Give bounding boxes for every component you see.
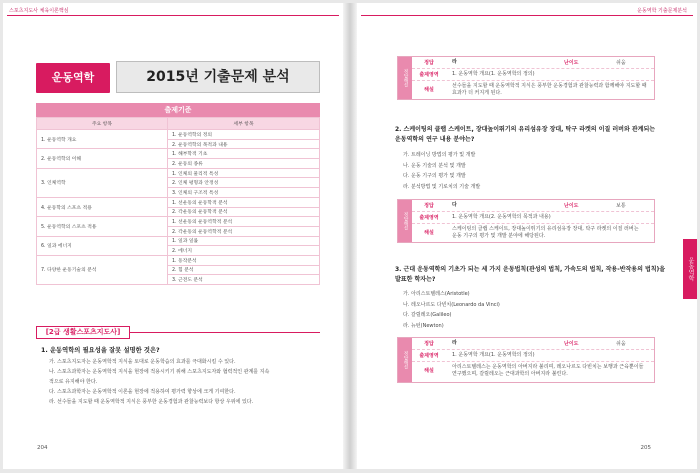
page-number-left: 204 [37, 445, 48, 451]
separator [412, 223, 654, 224]
table-row [37, 168, 320, 178]
difficulty-value: 쉬움 [616, 60, 626, 66]
table-row [37, 236, 320, 246]
choice: 다. 운동 기구의 평가 및 개발 [403, 173, 466, 179]
sub-item-cell: 2. 운동의 종류 [168, 159, 320, 169]
difficulty-value: 보통 [616, 203, 626, 209]
answer-label: 정답 [424, 341, 434, 347]
main-item-cell: 2. 운동역학의 이해 [37, 149, 168, 168]
question-1: 1. 운동역학의 필요성을 잘못 설명한 것은? [41, 347, 160, 354]
sub-item-cell: 3. 근전도 분석 [168, 275, 320, 285]
source-value: 1. 운동역학 개요(1. 운동역학의 정의) [452, 352, 535, 358]
question-2-line: 2. 스케이팅의 클랩 스케이트, 장대높이뛰기의 유리섬유장 장대, 탁구 라켓의 이질 러버와 관계되는 [395, 126, 656, 133]
main-item-cell: 1. 운동역학 개요 [37, 130, 168, 149]
section-label: [2급 생활스포츠지도사] [36, 326, 130, 339]
chapter-tag: 운동역학 [36, 63, 110, 93]
table-row [37, 217, 320, 227]
chapter-side-tab[interactable]: 운동역학 [683, 239, 697, 299]
difficulty-value: 쉬움 [616, 341, 626, 347]
explain-line: 스케이팅의 클랩 스케이트, 장대높이뛰기의 유리섬유장 장대, 탁구 라켓의 이질 러버는 [452, 226, 639, 232]
source-value: 1. 운동역학 개요(1. 운동역학의 정의) [452, 71, 535, 77]
table-row [37, 130, 320, 140]
explain-text [452, 83, 650, 97]
choice: 라. 선수들을 지도할 때 운동역학적 지식은 풍부한 운동경험과 관찰능력보다 항상 우위에 있다. [49, 399, 254, 405]
answer-label: 정답 [424, 60, 434, 66]
explain-text [452, 364, 650, 378]
answer-box-2 [397, 199, 655, 243]
explain-label: 해설 [424, 368, 434, 374]
choice: 다. 갈릴레오(Galileo) [403, 312, 452, 318]
exam-criteria-table [36, 103, 320, 285]
source-value: 1. 운동역학 개요(2. 운동역학의 목적과 내용) [452, 214, 551, 220]
difficulty-label: 난이도 [564, 203, 579, 209]
choice: 가. 스포츠지도자는 운동역학적 지식을 토대로 운동학습의 효과를 극대화시킬 수 있다. [49, 359, 236, 365]
choice: 나. 운동 기술의 분석 및 개발 [403, 162, 466, 169]
question-2-choices [403, 150, 663, 192]
separator [412, 211, 654, 212]
difficulty-label: 난이도 [564, 60, 579, 66]
sub-item-cell: 2. 인체 평형과 안정성 [168, 178, 320, 188]
sub-item-cell: 1. 일과 일률 [168, 236, 320, 246]
question-2 [395, 125, 675, 145]
difficulty-label: 난이도 [564, 341, 579, 347]
sub-item-cell: 1. 선운동의 운동역학적 분석 [168, 217, 320, 227]
answer-side-label: 정답해설 [398, 200, 412, 242]
choice: 라. 분석방법 및 기로치의 기술 개발 [403, 183, 481, 190]
left-page [3, 3, 343, 469]
answer-label: 정답 [424, 203, 434, 209]
sub-item-cell: 1. 선운동의 운동학적 분석 [168, 197, 320, 207]
sub-item-cell: 3. 인체의 구조적 특성 [168, 188, 320, 198]
question-2-line: 운동역학의 연구 내용 분야는? [395, 136, 475, 143]
answer-side-label: 정답해설 [398, 338, 412, 382]
explain-line: 운동 기구의 평가 및 개발 분야에 해당된다. [452, 233, 546, 239]
explain-line: 선수들을 지도할 때 운동역학적 지식은 풍부한 운동경험과 관찰능력과 함께해야 지도할 때 [452, 83, 647, 89]
answer-side-label: 정답해설 [398, 57, 412, 99]
page-number-right: 205 [640, 445, 651, 451]
criteria-grid [36, 117, 320, 285]
sub-item-cell: 1. 운동역학의 정의 [168, 130, 320, 140]
sub-item-cell: 1. 동작분석 [168, 255, 320, 265]
source-label: 출제영역 [419, 72, 439, 78]
main-item-cell: 5. 운동역학의 스포츠 적용 [37, 217, 168, 236]
separator [412, 349, 654, 350]
separator [412, 68, 654, 69]
question-3-line: 3. 근대 운동역학의 기초가 되는 세 가지 운동법칙(관성의 법칙, 가속도의 법칙, 작용-반작용의 법칙)을 [395, 266, 666, 273]
choice: 가. 아리스토텔레스(Aristotle) [403, 291, 470, 297]
section-rule [129, 332, 320, 333]
chapter-title-banner [36, 61, 320, 94]
sub-item-cell: 1. 인체의 물리적 특성 [168, 168, 320, 178]
explain-label: 해설 [424, 230, 434, 236]
sub-item-cell: 2. 힘 분석 [168, 265, 320, 275]
explain-text [452, 226, 650, 240]
source-label: 출제영역 [419, 353, 439, 359]
choice: 라. 뉴턴(Newton) [403, 322, 444, 329]
separator [412, 80, 654, 81]
table-row [37, 255, 320, 265]
explain-line: 아리스토텔레스는 운동역학의 아버지라 불리며, 레오나르도 다빈치는 보행과 근육뿐이들 [452, 364, 644, 370]
main-item-cell: 4. 운동학의 스포츠 적용 [37, 197, 168, 216]
question-3 [395, 265, 675, 285]
source-label: 출제영역 [419, 215, 439, 221]
main-item-cell: 3. 인체역학 [37, 168, 168, 197]
main-item-cell: 7. 다양한 운동기술의 분석 [37, 255, 168, 284]
answer-box-3 [397, 337, 655, 383]
chapter-title: 2015년 기출문제 분석 [116, 61, 320, 93]
question-3-line: 발표한 학자는? [395, 276, 436, 283]
book-gutter [343, 3, 357, 469]
sub-item-cell: 1. 해부학적 기초 [168, 149, 320, 159]
running-head-left: 스포츠지도사 체육이론핵심 [9, 8, 69, 14]
sub-item-cell: 2. 각운동의 운동학적 분석 [168, 207, 320, 217]
table-row [37, 149, 320, 159]
answer-box-1 [397, 56, 655, 100]
answer-value: 라 [452, 59, 457, 65]
choice: 적으로 유지해야 한다. [49, 379, 98, 385]
choice: 다. 스포츠과학자는 운동역학적 이론을 현장에 적용하여 평가력 향상에 크게 기여한다. [49, 389, 236, 395]
choice: 나. 스포츠과학자는 운동역학적 지식을 현장에 적용시키기 위해 스포츠지도자와 협력적인 관계를 지속 [49, 369, 270, 375]
choice: 나. 레오나르도 다빈치(Leonardo da Vinci) [403, 301, 500, 308]
explain-line: 효과가 더 커지게 된다. [452, 90, 502, 96]
exam-table-title: 출제기준 [36, 103, 320, 117]
running-head-right: 운동역학 기출문제분석 [637, 8, 687, 14]
col-main-header: 주요 항목 [37, 118, 168, 130]
right-page [357, 3, 697, 469]
table-row [37, 197, 320, 207]
separator [412, 361, 654, 362]
header-rule-left [7, 15, 339, 16]
answer-value: 다 [452, 202, 457, 208]
question-3-choices [403, 289, 663, 331]
sub-item-cell: 2. 각운동의 운동역학적 분석 [168, 226, 320, 236]
question-1-choices [49, 357, 319, 407]
col-sub-header: 세부 항목 [168, 118, 320, 130]
answer-value: 라 [452, 340, 457, 346]
sub-item-cell: 2. 운동역학의 목적과 내용 [168, 139, 320, 149]
sub-item-cell: 2. 에너지 [168, 246, 320, 256]
main-item-cell: 6. 일과 에너지 [37, 236, 168, 255]
explain-line: 연구했으며, 갈릴레오는 근대과학의 아버지라 불린다. [452, 371, 568, 377]
explain-label: 해설 [424, 87, 434, 93]
choice: 가. 트레이닝 방법의 평가 및 개발 [403, 152, 476, 158]
header-rule-right [361, 15, 693, 16]
